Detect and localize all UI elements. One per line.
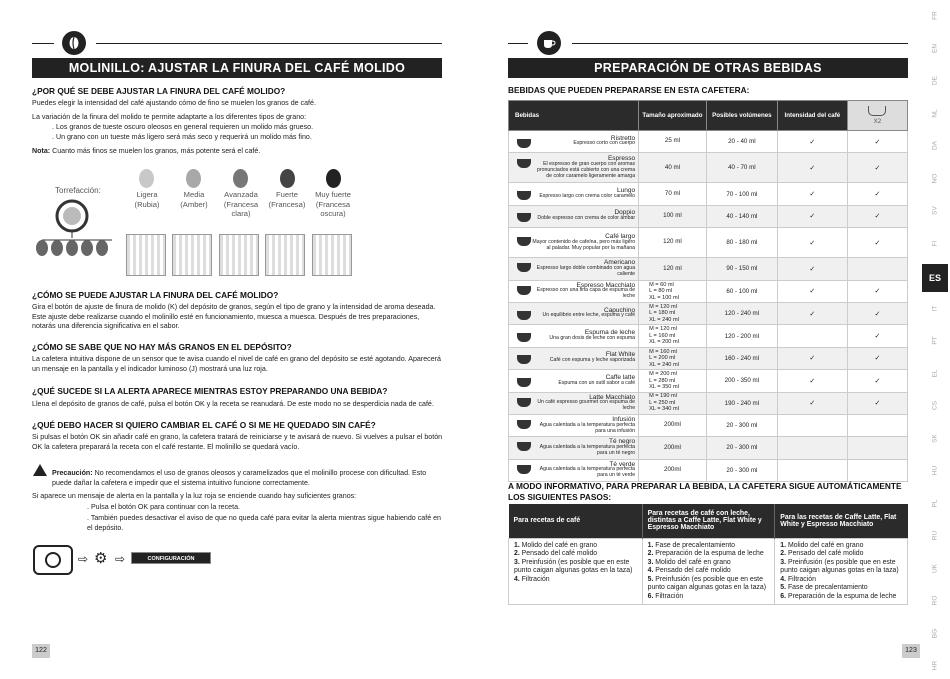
size-cell: 200ml xyxy=(639,459,707,481)
size-cell: M = 200 ml L = 280 ml XL = 350 ml xyxy=(639,370,707,392)
intensity-cell: ✓ xyxy=(777,302,847,324)
section-title-drinks: PREPARACIÓN DE OTRAS BEBIDAS xyxy=(508,58,908,78)
question-how: ¿CÓMO SE PUEDE AJUSTAR LA FINURA DEL CAFÉ MOLIDO? xyxy=(32,290,279,300)
recipe-step: 1. Molido del café en grano xyxy=(514,541,598,549)
drink-cell xyxy=(509,437,639,459)
recipe-step: 1. Fase de precalentamiento xyxy=(647,541,735,549)
question-change: ¿QUÉ DEBO HACER SI QUIERO CAMBIAR EL CAFÉ O SI ME HE QUEDADO SIN CAFÉ? xyxy=(32,420,376,430)
arrow-right-icon: ⇨ xyxy=(78,552,89,566)
recipe-header: Para las recetas de Caffe Latte, Flat White y Espresso Macchiato xyxy=(775,504,908,538)
recipe-step: 4. Pensado del café molido xyxy=(647,567,731,574)
cup-icon xyxy=(517,442,531,451)
table-row xyxy=(509,325,908,347)
drink-desc: Espresso largo con crema color caramelo xyxy=(539,192,636,199)
x2-cell: ✓ xyxy=(847,280,907,302)
gear-icon: ⚙ xyxy=(94,550,108,567)
volume-cell: 70 - 100 ml xyxy=(706,183,777,205)
cup-icon xyxy=(517,333,531,342)
paragraph: Puedes elegir la intensidad del café ajustando cómo de fino se muelen los granos de café. xyxy=(32,99,316,107)
recipe-table xyxy=(508,504,908,605)
recipe-step: 4. Filtración xyxy=(780,575,816,583)
drink-desc: Agua calentada a la temperatura perfecta para un té negro xyxy=(539,444,636,456)
x2-cell xyxy=(847,258,907,280)
bean-strong-icon xyxy=(280,169,295,188)
table-row xyxy=(509,459,908,481)
drink-cell xyxy=(509,392,639,414)
col-header: Posibles volúmenes xyxy=(706,101,777,131)
recipe-steps xyxy=(509,538,643,605)
x2-cell: ✓ xyxy=(847,228,907,258)
drink-name: Té negro xyxy=(609,438,636,446)
drink-name: Ristretto xyxy=(610,134,636,142)
drink-desc: Espresso con una fina capa de espuma de leche xyxy=(536,287,636,300)
grind-medium-image xyxy=(172,234,212,276)
size-cell: 25 ml xyxy=(639,131,707,153)
drink-desc: Espresso corto con cuerpo xyxy=(573,140,636,147)
roast-medium: Media (Amber) xyxy=(180,190,208,209)
table-row xyxy=(509,183,908,205)
config-button: CONFIGURACIÓN xyxy=(131,552,211,564)
drink-cell xyxy=(509,131,639,153)
intensity-cell: ✓ xyxy=(777,205,847,227)
coffee-bean-icon xyxy=(62,31,86,55)
recipe-step: 3. Molido del café en grano xyxy=(647,558,731,566)
volume-cell: 200 - 350 ml xyxy=(706,370,777,392)
x2-cell: ✓ xyxy=(847,153,907,183)
drink-name: Caffe latte xyxy=(605,373,636,381)
note-label: Nota: xyxy=(32,147,51,155)
drink-cell xyxy=(509,153,639,183)
page-number: 123 xyxy=(902,644,920,658)
lang-tab-en[interactable]: EN xyxy=(931,43,939,53)
drink-desc: Espresso largo doble combinado con agua caliente xyxy=(536,264,636,277)
volume-cell: 190 - 240 ml xyxy=(706,392,777,414)
table-row xyxy=(509,153,908,183)
table-row xyxy=(509,437,908,459)
drink-desc: Espuma con un sutil sabor a café xyxy=(558,379,636,386)
cup-icon xyxy=(517,311,531,320)
recipe-step: 4. Filtración xyxy=(514,575,550,583)
intensity-cell xyxy=(777,414,847,436)
question-empty: ¿CÓMO SE SABE QUE NO HAY MÁS GRANOS EN EL DEPÓSITO? xyxy=(32,342,292,352)
lang-tab-pt[interactable]: PT xyxy=(931,336,939,345)
size-cell: M = 60 ml L = 80 ml XL = 100 ml xyxy=(639,280,707,302)
size-cell: M = 120 ml L = 160 ml XL = 200 ml xyxy=(639,325,707,347)
recipe-step: 1. Molido del café en grano xyxy=(780,541,864,549)
list-item: . Un grano con un tueste más ligero será más seco y requerirá un molido más fino. xyxy=(52,133,312,141)
volume-cell: 40 - 140 ml xyxy=(706,205,777,227)
x2-cell xyxy=(847,437,907,459)
x2-cell: ✓ xyxy=(847,370,907,392)
coffee-cup-icon xyxy=(537,31,561,55)
drink-cell xyxy=(509,325,639,347)
grind-fine-image xyxy=(126,234,166,276)
recipe-steps xyxy=(775,538,908,605)
x2-cell xyxy=(847,459,907,481)
lang-tab-sk[interactable]: SK xyxy=(931,433,939,443)
lang-tab-fi[interactable]: FI xyxy=(931,240,939,246)
intensity-cell: ✓ xyxy=(777,347,847,369)
volume-cell: 60 - 100 ml xyxy=(706,280,777,302)
paragraph: Si pulsas el botón OK sin añadir café en grano, la cafetera tratará de reiniciarse y te avisará de nuevo. Si vuelves a pulsar el botón OK la cafetera preparará la receta con el café restante. El molinillo se quedará vacío. xyxy=(32,433,443,451)
lang-tab-it[interactable]: IT xyxy=(931,305,939,311)
volume-cell: 40 - 70 ml xyxy=(706,153,777,183)
cup-icon xyxy=(517,378,531,387)
recipe-step: 3. Preinfusión (es posible que en este punto caigan algunas gotas en la taza) xyxy=(780,558,899,574)
lang-tab-el[interactable]: EL xyxy=(931,369,939,377)
lang-tab-fr[interactable]: FR xyxy=(931,11,939,20)
drink-name: Lungo xyxy=(617,187,636,195)
bean-medium-icon xyxy=(186,169,201,188)
intensity-cell: ✓ xyxy=(777,392,847,414)
caution-label: Precaución: xyxy=(52,469,93,477)
recipe-step: 3. Preinfusión (es posible que en este punto caigan algunas gotas en la taza) xyxy=(514,558,633,574)
lang-tab-ro[interactable]: RO xyxy=(931,595,939,606)
size-cell: 40 ml xyxy=(639,153,707,183)
drink-name: Doppio xyxy=(614,209,636,217)
cup-icon xyxy=(517,191,531,200)
drink-desc: Agua calentada a la temperatura perfecta para una infusión xyxy=(539,421,636,434)
page-number: 122 xyxy=(32,644,50,658)
recipe-step: 2. Pensado del café molido xyxy=(780,550,864,557)
intensity-cell xyxy=(777,325,847,347)
volume-cell: 20 - 40 ml xyxy=(706,131,777,153)
size-cell: 100 ml xyxy=(639,205,707,227)
drink-desc: Mayor contenido de cafeína, pero más ligero al paladar. Muy popular por la mañana xyxy=(532,238,636,251)
table-row xyxy=(509,205,908,227)
intensity-cell: ✓ xyxy=(777,183,847,205)
drink-cell xyxy=(509,347,639,369)
lang-tab-no[interactable]: NO xyxy=(931,173,939,183)
lang-tab-ru[interactable]: RU xyxy=(931,530,939,541)
ok-button-icon xyxy=(33,545,73,575)
drink-cell xyxy=(509,183,639,205)
cup-icon xyxy=(517,159,531,168)
list-item: . Pulsa el botón OK para continuar con la receta. xyxy=(87,503,241,511)
lang-tab-cs[interactable]: CS xyxy=(931,400,939,411)
cup-icon xyxy=(517,237,531,246)
grind-coarse-image xyxy=(312,234,352,276)
cup-icon xyxy=(517,263,531,272)
table-row xyxy=(509,228,908,258)
cup-icon xyxy=(517,139,531,148)
x2-cell: ✓ xyxy=(847,325,907,347)
drink-name: Americano xyxy=(604,259,636,267)
drink-cell xyxy=(509,205,639,227)
cup-icon xyxy=(517,398,531,407)
lang-tab-es[interactable]: ES xyxy=(922,264,948,292)
drink-name: Espuma de leche xyxy=(584,329,636,337)
intensity-cell xyxy=(777,459,847,481)
volume-cell: 80 - 180 ml xyxy=(706,228,777,258)
arrow-right-icon: ⇨ xyxy=(115,552,126,566)
drink-name: Flat White xyxy=(605,351,636,359)
col-header: Intensidad del café xyxy=(777,101,847,131)
drink-name: Latte Macchiato xyxy=(589,393,636,401)
recipe-step: 6. Filtración xyxy=(647,592,684,600)
caution-text: No recomendamos el uso de granos oleosos y caramelizados que el molinillo procese con dificultad. Esto puede dañar la cafetera e impedir que el sistema intuitivo funcione correctamente. xyxy=(52,469,427,487)
recipe-steps xyxy=(642,538,775,605)
drink-desc: Un café espresso gourmet con espuma de leche xyxy=(537,399,636,412)
drink-name: Infusión xyxy=(612,415,636,423)
size-cell: M = 160 ml L = 200 ml XL = 240 ml xyxy=(639,347,707,369)
size-cell: 120 ml xyxy=(639,228,707,258)
drink-cell xyxy=(509,414,639,436)
lang-tab-sv[interactable]: SV xyxy=(931,206,939,215)
lang-tab-pl[interactable]: PL xyxy=(931,499,939,507)
warning-icon xyxy=(33,464,47,476)
recipe-step: 2. Pensado del café molido xyxy=(514,550,598,557)
size-cell: M = 120 ml L = 180 ml XL = 240 ml xyxy=(639,302,707,324)
list-item: . También puedes desactivar el aviso de que no queda café para evitar la alerta mientras sigue habiendo café en el depósito. xyxy=(87,514,441,532)
x2-cell xyxy=(847,414,907,436)
drinks-subtitle: BEBIDAS QUE PUEDEN PREPARARSE EN ESTA CAFETERA: xyxy=(508,85,750,95)
paragraph: Llena el depósito de granos de café, pulsa el botón OK y la receta se reanudará. De este modo no se desperdicia nada de café. xyxy=(32,400,434,408)
drink-desc: Café con espuma y leche vaporizada xyxy=(549,357,636,364)
roast-light: Ligera (Rubia) xyxy=(134,190,160,209)
roast-strong: Fuerte (Francesa) xyxy=(268,190,306,209)
volume-cell: 20 - 300 ml xyxy=(706,414,777,436)
table-row xyxy=(509,370,908,392)
section-title-grinder: MOLINILLO: AJUSTAR LA FINURA DEL CAFÉ MOLIDO xyxy=(32,58,442,78)
table-row xyxy=(509,280,908,302)
table-row xyxy=(509,347,908,369)
intensity-cell: ✓ xyxy=(777,370,847,392)
roast-advanced: Avanzada (Francesa clara) xyxy=(223,190,259,218)
cup-icon xyxy=(517,465,531,474)
question-why: ¿POR QUÉ SE DEBE AJUSTAR LA FINURA DEL CAFÉ MOLIDO? xyxy=(32,86,286,96)
drink-desc: Agua calentada a la temperatura perfecta para un té verde xyxy=(539,466,636,479)
intensity-cell: ✓ xyxy=(777,228,847,258)
recipe-step: 5. Fase de precalentamiento xyxy=(780,584,868,591)
lang-tab-da[interactable]: DA xyxy=(931,140,939,151)
bean-light-icon xyxy=(139,169,154,188)
drink-cell xyxy=(509,302,639,324)
col-header: Bebidas xyxy=(509,101,639,131)
table-row xyxy=(509,392,908,414)
x2-label: X2 xyxy=(873,118,882,125)
caution xyxy=(52,469,444,488)
grind-strong-image xyxy=(265,234,305,276)
lang-tab-uk[interactable]: UK xyxy=(931,563,939,573)
x2-cell: ✓ xyxy=(847,131,907,153)
recipe-header: Para recetas de café xyxy=(509,504,643,538)
cup-icon xyxy=(517,286,531,295)
lang-tab-de[interactable]: DE xyxy=(931,75,939,86)
drink-name: Té verde xyxy=(609,460,636,468)
intensity-cell: ✓ xyxy=(777,258,847,280)
info-heading: A MODO INFORMATIVO, PARA PREPARAR LA BEBIDA, LA CAFETERA SIGUE AUTOMÁTICAMENTE LOS SIGUIENTES PASOS: xyxy=(508,481,902,502)
intensity-cell: ✓ xyxy=(777,153,847,183)
volume-cell: 90 - 150 ml xyxy=(706,258,777,280)
intensity-cell: ✓ xyxy=(777,131,847,153)
drinks-table xyxy=(508,100,908,482)
drink-desc: Un equilibrio entre leche, espuma y café xyxy=(542,312,636,319)
col-header-x2 xyxy=(847,101,907,131)
double-cup-icon xyxy=(868,106,886,116)
cup-icon xyxy=(517,355,531,364)
question-alert: ¿QUÉ SUCEDE SI LA ALERTA APARECE MIENTRAS ESTOY PREPARANDO UNA BEBIDA? xyxy=(32,386,388,396)
cup-icon xyxy=(517,420,531,429)
volume-cell: 120 - 240 ml xyxy=(706,302,777,324)
x2-cell: ✓ xyxy=(847,205,907,227)
drink-desc: Una gran dosis de leche con espuma xyxy=(549,334,636,341)
paragraph: La cafetera intuitiva dispone de un sensor que te avisa cuando el nivel de café en grano del depósito se esté agotando. Aparecerá un mensaje en la pantalla y el indicador luminoso (J) mostrará una luz roja. xyxy=(32,355,441,373)
lang-tab-hu[interactable]: HU xyxy=(931,465,939,476)
drink-name: Café largo xyxy=(605,232,636,240)
drink-cell xyxy=(509,258,639,280)
grind-advanced-image xyxy=(219,234,259,276)
paragraph: La variación de la finura del molido te permite adaptarte a los diferentes tipos de grano: xyxy=(32,113,307,121)
bean-very-strong-icon xyxy=(326,169,341,188)
note-text: Cuanto más finos se muelen los granos, más potente será el café. xyxy=(50,147,261,155)
paragraph: Si aparece un mensaje de alerta en la pantalla y la luz roja se enciende cuando hay suficientes granos: xyxy=(32,492,357,500)
drink-name: Espresso xyxy=(607,155,636,163)
drink-cell xyxy=(509,280,639,302)
roast-label: Torrefacción: xyxy=(55,186,101,195)
intensity-cell xyxy=(777,437,847,459)
bean-advanced-icon xyxy=(233,169,248,188)
cup-icon xyxy=(517,213,531,222)
x2-cell: ✓ xyxy=(847,302,907,324)
col-header: Tamaño aproximado xyxy=(639,101,707,131)
recipe-step: 5. Preinfusión (es posible que en este punto caigan algunas gotas en la taza) xyxy=(647,575,766,591)
grinder-illustration xyxy=(34,198,120,263)
recipe-step: 2. Preparación de la espuma de leche xyxy=(647,550,764,557)
drink-desc: Doble espresso con crema de color ámbar xyxy=(537,215,636,222)
drink-desc: El espresso de gran cuerpo con aromas pronunciados está cubierto con una crema de color caramelo ligeramente amarga xyxy=(537,161,636,179)
size-cell: 120 ml xyxy=(639,258,707,280)
list-item: . Los granos de tueste oscuro oleosos en general requieren un molido más grueso. xyxy=(52,123,314,131)
table-row xyxy=(509,414,908,436)
lang-tab-bg[interactable]: BG xyxy=(931,628,939,638)
size-cell: M = 190 ml L = 250 ml XL = 340 ml xyxy=(639,392,707,414)
x2-cell: ✓ xyxy=(847,347,907,369)
drink-name: Capuchino xyxy=(604,306,636,314)
drink-name: Espresso Macchiato xyxy=(576,281,636,289)
size-cell: 200ml xyxy=(639,437,707,459)
volume-cell: 160 - 240 ml xyxy=(706,347,777,369)
drink-cell xyxy=(509,228,639,258)
paragraph: Gira el botón de ajuste de finura de molido (K) del depósito de granos, según el tipo de grano y la intensidad de aroma deseada. Este ajuste debe realizarse cuando el molinillo esté en funcionamiento, muesca a muesca. Después de tres preparaciones, notarás una diferencia significativa en el sabor. xyxy=(32,303,436,331)
size-cell: 200ml xyxy=(639,414,707,436)
x2-cell: ✓ xyxy=(847,183,907,205)
volume-cell: 120 - 200 ml xyxy=(706,325,777,347)
drink-cell xyxy=(509,459,639,481)
roast-very-strong: Muy fuerte (Francesa oscura) xyxy=(315,190,351,218)
volume-cell: 20 - 300 ml xyxy=(706,459,777,481)
lang-tab-nl[interactable]: NL xyxy=(931,108,939,118)
intensity-cell: ✓ xyxy=(777,280,847,302)
lang-tab-hr[interactable]: HR xyxy=(931,660,939,671)
note xyxy=(32,147,444,157)
drink-cell xyxy=(509,370,639,392)
recipe-header: Para recetas de café con leche, distintas a Caffe Latte, Flat White y Espresso Macchiato xyxy=(642,504,775,538)
table-row xyxy=(509,131,908,153)
size-cell: 70 ml xyxy=(639,183,707,205)
x2-cell: ✓ xyxy=(847,392,907,414)
volume-cell: 20 - 300 ml xyxy=(706,437,777,459)
table-row xyxy=(509,302,908,324)
table-row xyxy=(509,258,908,280)
recipe-step: 6. Preparación de la espuma de leche xyxy=(780,592,897,600)
